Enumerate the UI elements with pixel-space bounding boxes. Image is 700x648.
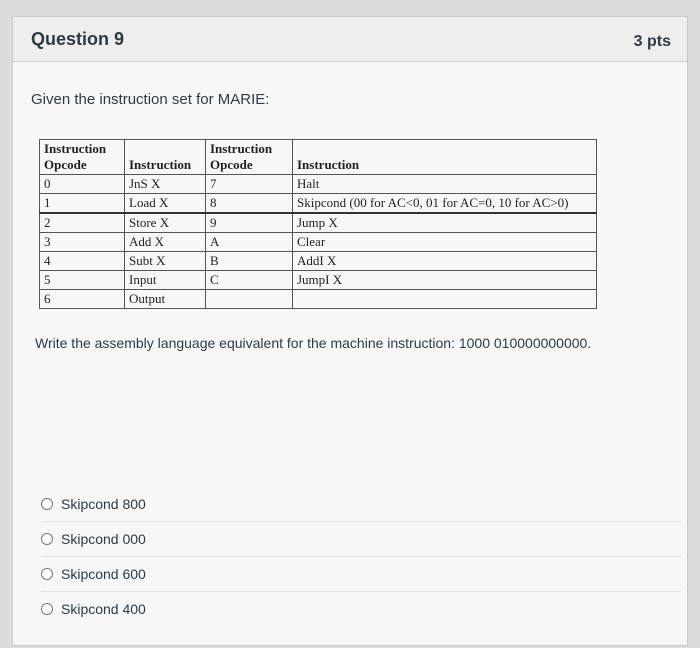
- table-row: [40, 252, 597, 271]
- radio-button[interactable]: [41, 568, 53, 580]
- cell-instruction: Load X: [125, 194, 206, 214]
- cell-opcode: 2: [40, 213, 125, 233]
- cell-opcode: 4: [40, 252, 125, 271]
- question-intro: Given the instruction set for MARIE:: [31, 91, 270, 108]
- header-instruction-1: Instruction: [125, 140, 206, 175]
- cell-opcode: 3: [40, 233, 125, 252]
- cell-instruction: Input: [125, 271, 206, 290]
- answer-option-label[interactable]: Skipcond 000: [61, 531, 146, 547]
- radio-button[interactable]: [41, 533, 53, 545]
- cell-opcode: B: [206, 252, 293, 271]
- cell-opcode: 1: [40, 194, 125, 214]
- table-row: [40, 175, 597, 194]
- question-card: [12, 16, 688, 646]
- cell-instruction: Add X: [125, 233, 206, 252]
- answer-option-label[interactable]: Skipcond 600: [61, 566, 146, 582]
- cell-opcode: C: [206, 271, 293, 290]
- cell-opcode: [206, 290, 293, 309]
- cell-instruction: JnS X: [125, 175, 206, 194]
- cell-instruction: JumpI X: [293, 271, 597, 290]
- cell-opcode: 0: [40, 175, 125, 194]
- table-row: [40, 194, 597, 214]
- answer-option[interactable]: [41, 487, 681, 521]
- radio-button[interactable]: [41, 498, 53, 510]
- cell-opcode: 7: [206, 175, 293, 194]
- cell-instruction: AddI X: [293, 252, 597, 271]
- question-header: [13, 17, 687, 62]
- cell-instruction: Store X: [125, 213, 206, 233]
- answer-option-label[interactable]: Skipcond 800: [61, 496, 146, 512]
- cell-opcode: A: [206, 233, 293, 252]
- cell-instruction: [293, 290, 597, 309]
- header-opcode-1: Instruction Opcode: [40, 140, 125, 175]
- cell-instruction: Output: [125, 290, 206, 309]
- answer-option-label[interactable]: Skipcond 400: [61, 601, 146, 617]
- table-row: [40, 213, 597, 233]
- cell-opcode: 5: [40, 271, 125, 290]
- question-title: Question 9: [31, 29, 125, 49]
- answer-option[interactable]: [41, 591, 681, 626]
- instruction-set-table: [39, 139, 597, 309]
- header-opcode-2: Instruction Opcode: [206, 140, 293, 175]
- table-row: [40, 290, 597, 309]
- cell-opcode: 8: [206, 194, 293, 214]
- table-row: [40, 233, 597, 252]
- cell-instruction: Skipcond (00 for AC<0, 01 for AC=0, 10 for AC>0): [293, 194, 597, 214]
- header-instruction-2: Instruction: [293, 140, 597, 175]
- answer-option[interactable]: [41, 556, 681, 591]
- question-prompt: Write the assembly language equivalent for the machine instruction: 1000 010000000000.: [35, 335, 592, 351]
- table-row: [40, 271, 597, 290]
- table-header-row: [40, 140, 597, 175]
- cell-instruction: Halt: [293, 175, 597, 194]
- cell-instruction: Jump X: [293, 213, 597, 233]
- cell-instruction: Subt X: [125, 252, 206, 271]
- cell-instruction: Clear: [293, 233, 597, 252]
- cell-opcode: 6: [40, 290, 125, 309]
- cell-opcode: 9: [206, 213, 293, 233]
- answer-option[interactable]: [41, 521, 681, 556]
- question-points: 3 pts: [633, 33, 671, 50]
- radio-button[interactable]: [41, 603, 53, 615]
- answer-options: [41, 487, 681, 626]
